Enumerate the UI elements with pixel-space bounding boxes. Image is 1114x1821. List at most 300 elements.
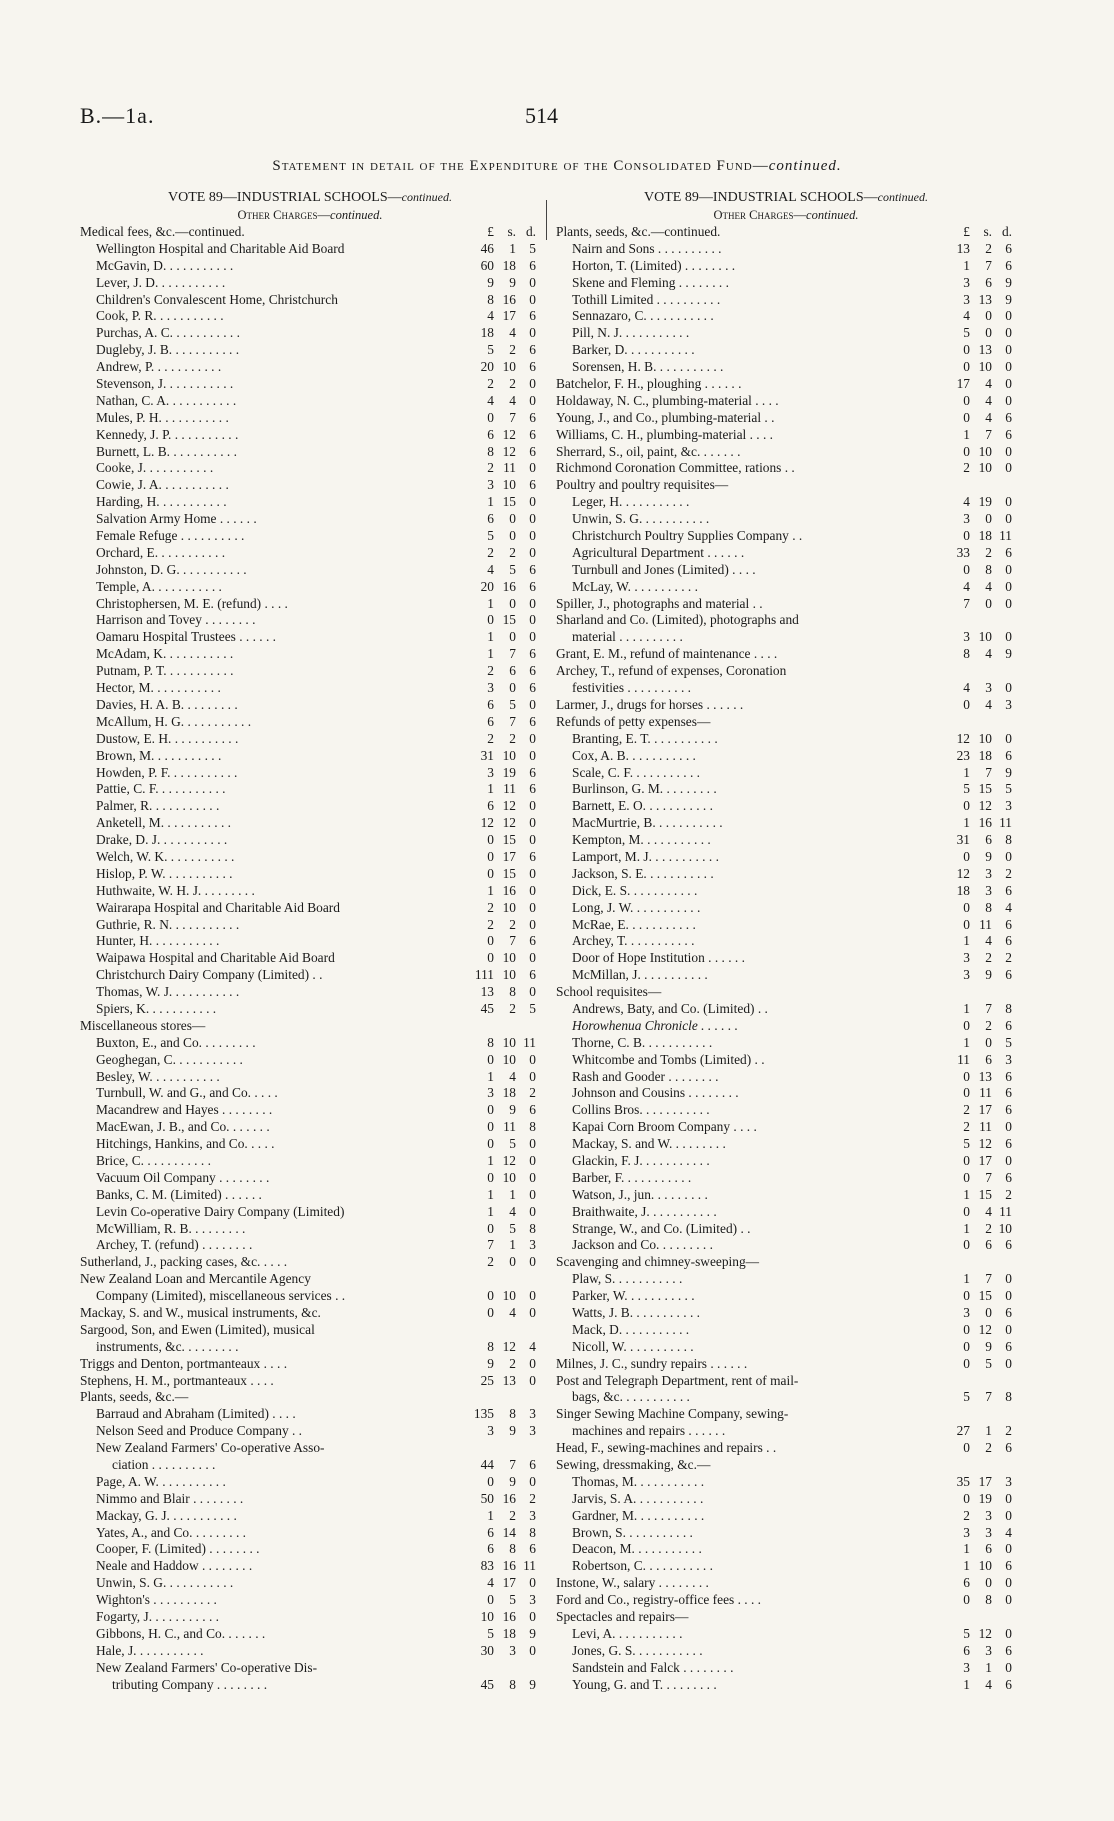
item-amount — [938, 1440, 1016, 1457]
item-label: Page, A. W. . . . . . . . . . . — [96, 1473, 226, 1489]
amount-shillings: 0 — [985, 1305, 992, 1320]
amount-shillings: 15 — [502, 612, 516, 628]
item-amount — [462, 241, 540, 258]
amount-shillings: 16 — [502, 1609, 516, 1625]
item-amount — [938, 1660, 1016, 1677]
item-amount — [462, 1187, 540, 1204]
amount-shillings: 3 — [985, 882, 992, 898]
list-item — [80, 1136, 540, 1153]
amount-shillings: 0 — [509, 1254, 516, 1270]
item-label: McRae, E. . . . . . . . . . . — [572, 916, 696, 932]
list-item — [556, 1052, 1016, 1069]
amount-pence: 0 — [1005, 1152, 1012, 1168]
list-item — [80, 376, 540, 393]
item-label: Howden, P. F. . . . . . . . . . . — [96, 764, 238, 780]
amount-shillings: 4 — [985, 392, 992, 408]
item-label: Drake, D. J. . . . . . . . . . . — [96, 832, 228, 848]
list-item — [556, 1035, 1016, 1052]
amount-pence: 8 — [1005, 1389, 1012, 1405]
amount-pence: 6 — [529, 308, 536, 324]
item-label: McMillan, J. . . . . . . . . . . — [572, 967, 708, 983]
amount-shillings: 2 — [985, 1440, 992, 1456]
amount-shillings: 1 — [509, 1186, 516, 1202]
amount-shillings: 12 — [978, 798, 992, 814]
amount-shillings: 2 — [509, 342, 516, 358]
amount-pence: 0 — [1005, 1490, 1012, 1506]
amount-pounds: 0 — [487, 848, 494, 864]
amount-pounds: 5 — [963, 781, 970, 797]
amount-pence: 6 — [529, 409, 536, 425]
list-item — [80, 1085, 540, 1102]
list-item — [556, 1457, 1016, 1474]
item-label: machines and repairs . . . . . . — [572, 1423, 726, 1439]
item-label: Robertson, C. . . . . . . . . . . — [572, 1558, 713, 1574]
list-item — [556, 950, 1016, 967]
item-label: Guthrie, R. N. . . . . . . . . . . — [96, 916, 240, 932]
amount-shillings: 4 — [509, 392, 516, 408]
item-amount — [938, 1677, 1016, 1694]
list-item — [80, 477, 540, 494]
item-label: School requisites— — [556, 984, 662, 1000]
list-item — [556, 275, 1016, 292]
item-amount — [462, 1558, 540, 1575]
list-item — [556, 1491, 1016, 1508]
amount-pounds: 1 — [487, 1507, 494, 1523]
item-label: Buxton, E., and Co. . . . . . . . . — [96, 1034, 256, 1050]
list-item — [80, 1423, 540, 1440]
amount-pence: 6 — [529, 713, 536, 729]
item-label: Wairarapa Hospital and Charitable Aid Board — [96, 899, 340, 915]
amount-pence: 0 — [1005, 1119, 1012, 1135]
list-item — [80, 545, 540, 562]
item-amount — [462, 612, 540, 629]
list-item — [80, 393, 540, 410]
item-label: Turnbull and Jones (Limited) . . . . — [572, 561, 756, 577]
item-amount — [462, 528, 540, 545]
item-amount — [938, 1018, 1016, 1035]
amount-shillings: 17 — [978, 1473, 992, 1489]
amount-pounds: 60 — [480, 257, 494, 273]
amount-shillings: 10 — [978, 359, 992, 375]
amount-shillings: 8 — [509, 1406, 516, 1422]
amount-pence: 9 — [1005, 291, 1012, 307]
amount-shillings: 8 — [985, 1592, 992, 1608]
item-label: Turnbull, W. and G., and Co. . . . . — [96, 1085, 278, 1101]
amount-pence: 0 — [529, 815, 536, 831]
amount-pounds: 13 — [956, 240, 970, 256]
amount-pounds: 33 — [956, 544, 970, 560]
amount-shillings: 4 — [985, 1676, 992, 1692]
list-item — [556, 933, 1016, 950]
amount-pence — [992, 477, 1012, 494]
item-amount — [938, 1592, 1016, 1609]
list-item — [556, 1677, 1016, 1694]
amount-pounds: 5 — [963, 325, 970, 341]
item-amount — [938, 444, 1016, 461]
list-item — [80, 342, 540, 359]
item-amount — [938, 1153, 1016, 1170]
item-amount — [938, 798, 1016, 815]
item-amount — [462, 1153, 540, 1170]
item-label: Head, F., sewing-machines and repairs . . — [556, 1440, 777, 1456]
item-label: Ford and Co., registry-office fees . . . . — [556, 1592, 762, 1608]
amount-pence: 2 — [1005, 865, 1012, 881]
amount-pounds: 31 — [956, 832, 970, 848]
amount-pounds — [938, 1254, 970, 1271]
amount-pence: 6 — [529, 359, 536, 375]
column-divider — [546, 200, 547, 240]
list-item — [556, 1018, 1016, 1035]
amount-shillings: 1 — [985, 1423, 992, 1439]
item-amount — [462, 1119, 540, 1136]
list-item — [556, 765, 1016, 782]
amount-shillings: 7 — [509, 933, 516, 949]
amount-pounds: 0 — [487, 865, 494, 881]
item-amount — [462, 1677, 540, 1694]
item-label: Kapai Corn Broom Company . . . . — [572, 1119, 757, 1135]
right-column — [556, 188, 1016, 1693]
amount-shillings: 0 — [985, 595, 992, 611]
list-item — [80, 1221, 540, 1238]
amount-pence: 6 — [529, 1102, 536, 1118]
amount-pence: 0 — [529, 1254, 536, 1270]
list-item — [556, 1423, 1016, 1440]
item-amount — [462, 933, 540, 950]
item-amount — [938, 1237, 1016, 1254]
statement-title — [0, 158, 1114, 175]
item-label: Vacuum Oil Company . . . . . . . . — [96, 1169, 270, 1185]
list-item — [556, 1153, 1016, 1170]
amount-pounds: 6 — [487, 798, 494, 814]
item-label: Jackson and Co. . . . . . . . . — [572, 1237, 713, 1253]
amount-pence: 0 — [1005, 1575, 1012, 1591]
item-amount — [938, 359, 1016, 376]
item-label: Davies, H. A. B. . . . . . . . . — [96, 696, 238, 712]
list-item — [556, 224, 1016, 241]
amount-pounds: 12 — [480, 815, 494, 831]
list-item — [556, 1069, 1016, 1086]
amount-pounds: 0 — [963, 1288, 970, 1304]
item-label: Door of Hope Institution . . . . . . — [572, 950, 745, 966]
list-item — [80, 224, 540, 241]
list-item — [556, 1609, 1016, 1626]
amount-pence: 0 — [529, 899, 536, 915]
amount-pence: 5 — [1005, 1034, 1012, 1050]
amount-shillings: 10 — [502, 477, 516, 493]
item-label: McAdam, K. . . . . . . . . . . — [96, 646, 234, 662]
amount-shillings: 15 — [978, 781, 992, 797]
amount-shillings: 12 — [502, 815, 516, 831]
amount-shillings: 9 — [509, 1102, 516, 1118]
amount-pence: 0 — [529, 544, 536, 560]
item-label: Levi, A. . . . . . . . . . . — [572, 1625, 683, 1641]
amount-pounds: 0 — [963, 1490, 970, 1506]
amount-pence: 0 — [529, 1152, 536, 1168]
amount-pence: 0 — [529, 392, 536, 408]
amount-pence — [992, 612, 1012, 629]
item-label: Anketell, M. . . . . . . . . . . — [96, 815, 232, 831]
amount-pounds: 0 — [487, 1305, 494, 1320]
list-item — [556, 714, 1016, 731]
amount-shillings: 11 — [503, 781, 516, 797]
list-item — [80, 494, 540, 511]
item-label: MacMurtrie, B. . . . . . . . . . . — [572, 815, 723, 831]
item-amount — [938, 1508, 1016, 1525]
amount-pence: 6 — [529, 967, 536, 983]
amount-shillings: 10 — [502, 747, 516, 763]
list-item — [80, 1660, 540, 1677]
amount-pence: 6 — [1005, 257, 1012, 273]
item-amount — [938, 460, 1016, 477]
item-amount — [938, 917, 1016, 934]
item-amount — [462, 697, 540, 714]
amount-pence: 0 — [529, 1575, 536, 1591]
item-amount — [938, 1170, 1016, 1187]
item-label: Wighton's . . . . . . . . . . — [96, 1592, 217, 1608]
amount-shillings: 11 — [979, 1085, 992, 1101]
list-item — [556, 1356, 1016, 1373]
list-item — [556, 1271, 1016, 1288]
item-label: Brice, C. . . . . . . . . . . — [96, 1152, 211, 1168]
item-label: Burnett, L. B. . . . . . . . . . . — [96, 443, 237, 459]
item-label: Cooke, J. . . . . . . . . . . — [96, 460, 214, 476]
item-amount — [462, 1592, 540, 1609]
vote-continued: continued. — [401, 190, 452, 204]
item-amount — [938, 815, 1016, 832]
amount-shillings: 17 — [978, 1152, 992, 1168]
list-item — [556, 545, 1016, 562]
amount-pounds: 0 — [963, 1085, 970, 1101]
list-item — [80, 410, 540, 427]
amount-pence: 9 — [1005, 274, 1012, 290]
amount-shillings: 4 — [985, 696, 992, 712]
amount-shillings — [970, 1406, 992, 1423]
amount-pounds: 0 — [487, 1102, 494, 1118]
amount-shillings: 8 — [509, 1541, 516, 1557]
list-item — [556, 579, 1016, 596]
amount-pence: 0 — [529, 325, 536, 341]
item-amount — [462, 342, 540, 359]
list-item — [80, 325, 540, 342]
amount-shillings: 3 — [985, 1642, 992, 1658]
list-item — [80, 917, 540, 934]
amount-pounds: 11 — [957, 1051, 970, 1067]
list-item — [80, 765, 540, 782]
amount-shillings: 10 — [978, 460, 992, 476]
amount-shillings: 5 — [509, 1220, 516, 1236]
item-amount — [462, 1001, 540, 1018]
amount-pounds: 4 — [487, 561, 494, 577]
amount-pounds: 0 — [963, 1237, 970, 1253]
item-label: Sherrard, S., oil, paint, &c. . . . . . . — [556, 443, 741, 459]
amount-pounds: 6 — [487, 1541, 494, 1557]
amount-shillings: 11 — [503, 460, 516, 476]
item-amount — [462, 1440, 540, 1457]
expenditure-list — [80, 224, 540, 1693]
amount-pence: 6 — [529, 443, 536, 459]
list-item — [556, 1136, 1016, 1153]
item-label: Glackin, F. J. . . . . . . . . . . — [572, 1152, 710, 1168]
amount-pounds: 0 — [963, 409, 970, 425]
amount-shillings: 10 — [978, 730, 992, 746]
amount-shillings: 3 — [509, 1642, 516, 1658]
item-amount — [462, 1660, 540, 1677]
item-label: Hale, J. . . . . . . . . . . — [96, 1642, 204, 1658]
item-amount — [938, 579, 1016, 596]
amount-pence: 8 — [529, 1119, 536, 1135]
amount-pence: 11 — [999, 815, 1012, 831]
amount-shillings: 18 — [502, 1085, 516, 1101]
item-label: instruments, &c. . . . . . . . . — [96, 1338, 239, 1354]
amount-pounds: 0 — [487, 1220, 494, 1236]
amount-pounds: 6 — [963, 1575, 970, 1591]
amount-pounds: 18 — [956, 882, 970, 898]
amount-pounds: 0 — [487, 950, 494, 966]
amount-shillings: 8 — [985, 561, 992, 577]
amount-shillings: 16 — [502, 1490, 516, 1506]
amount-shillings: 9 — [509, 274, 516, 290]
item-label: Whitcombe and Tombs (Limited) . . — [572, 1051, 765, 1067]
item-label: Christchurch Dairy Company (Limited) . . — [96, 967, 323, 983]
amount-pounds: 0 — [487, 1473, 494, 1489]
list-item — [556, 494, 1016, 511]
item-label: Levin Co-operative Dairy Company (Limited) — [96, 1203, 345, 1219]
amount-pence: 6 — [529, 848, 536, 864]
item-label: Sargood, Son, and Ewen (Limited), musical — [80, 1321, 315, 1337]
item-amount — [938, 393, 1016, 410]
amount-pence: 3 — [1005, 696, 1012, 712]
item-amount — [938, 1643, 1016, 1660]
list-item — [80, 1069, 540, 1086]
amount-pence: 9 — [529, 1676, 536, 1692]
amount-pounds: 1 — [963, 1034, 970, 1050]
list-item — [80, 359, 540, 376]
item-label: Williams, C. H., plumbing-material . . . . — [556, 426, 774, 442]
amount-pounds: £ — [487, 224, 494, 239]
item-label: Hislop, P. W. . . . . . . . . . . — [96, 865, 233, 881]
item-amount — [462, 866, 540, 883]
amount-pence — [992, 984, 1012, 1001]
amount-pounds: 1 — [963, 426, 970, 442]
amount-pence: 6 — [1005, 1136, 1012, 1152]
amount-pence: 6 — [529, 578, 536, 594]
amount-pence — [992, 1406, 1012, 1423]
amount-pounds: 45 — [480, 1676, 494, 1692]
item-amount — [462, 1508, 540, 1525]
item-label: Poultry and poultry requisites— — [556, 477, 729, 493]
list-item — [556, 410, 1016, 427]
amount-shillings: 1 — [985, 1659, 992, 1675]
item-amount — [462, 1373, 540, 1390]
item-label: Rash and Gooder . . . . . . . . — [572, 1068, 719, 1084]
item-amount — [938, 748, 1016, 765]
item-label: Thomas, W. J. . . . . . . . . . . — [96, 984, 240, 1000]
item-label: Jones, G. S. . . . . . . . . . . — [572, 1642, 703, 1658]
list-item — [556, 1305, 1016, 1322]
amount-shillings — [970, 1609, 992, 1626]
item-label: Stevenson, J. . . . . . . . . . . — [96, 376, 234, 392]
item-label: Braithwaite, J. . . . . . . . . . . — [572, 1203, 717, 1219]
amount-pence: 6 — [529, 257, 536, 273]
amount-shillings: 6 — [985, 832, 992, 848]
amount-shillings — [970, 984, 992, 1001]
item-amount — [462, 1254, 540, 1271]
list-item — [80, 1558, 540, 1575]
amount-shillings: 12 — [502, 798, 516, 814]
amount-pence — [516, 1440, 536, 1457]
amount-pence: 6 — [529, 342, 536, 358]
amount-pence: 0 — [529, 595, 536, 611]
amount-pence: 6 — [529, 663, 536, 679]
amount-pounds: 135 — [473, 1406, 494, 1422]
list-item — [80, 866, 540, 883]
item-label: Young, G. and T. . . . . . . . . — [572, 1676, 717, 1692]
amount-pounds: 5 — [487, 528, 494, 544]
item-amount — [938, 1052, 1016, 1069]
amount-pence: 11 — [999, 1203, 1012, 1219]
amount-pence: 0 — [529, 1186, 536, 1202]
amount-shillings: 10 — [502, 950, 516, 966]
list-item — [556, 562, 1016, 579]
item-label: Spiers, K. . . . . . . . . . . — [96, 1000, 217, 1016]
amount-pence: 0 — [529, 1642, 536, 1658]
item-amount — [462, 596, 540, 613]
list-item — [556, 511, 1016, 528]
item-label: Cox, A. B. . . . . . . . . . . — [572, 747, 696, 763]
item-label: Dugleby, J. B. . . . . . . . . . . — [96, 342, 240, 358]
amount-pounds: 1 — [487, 882, 494, 898]
amount-pounds: 30 — [480, 1642, 494, 1658]
amount-pounds: 2 — [487, 899, 494, 915]
list-item — [80, 1356, 540, 1373]
section-subtitle — [556, 206, 1016, 224]
amount-shillings: 17 — [502, 848, 516, 864]
list-item — [556, 731, 1016, 748]
subtitle-continued: continued. — [806, 208, 859, 222]
amount-pence: 0 — [529, 1068, 536, 1084]
item-amount — [462, 477, 540, 494]
amount-pounds: 0 — [963, 528, 970, 544]
list-item — [556, 663, 1016, 680]
amount-shillings: 2 — [509, 916, 516, 932]
item-amount — [462, 714, 540, 731]
list-item — [556, 1085, 1016, 1102]
amount-pence: 6 — [1005, 1102, 1012, 1118]
amount-shillings: 0 — [985, 511, 992, 527]
amount-pence — [516, 1018, 536, 1035]
item-label: Sennazaro, C. . . . . . . . . . . — [572, 308, 714, 324]
amount-pounds: 4 — [963, 494, 970, 510]
amount-shillings: 1 — [509, 240, 516, 256]
item-label: ciation . . . . . . . . . . — [112, 1457, 216, 1473]
amount-shillings: 4 — [985, 578, 992, 594]
amount-pounds: 0 — [963, 392, 970, 408]
amount-shillings: 17 — [502, 1575, 516, 1591]
subtitle-continued: continued. — [330, 208, 383, 222]
amount-shillings: 13 — [502, 1372, 516, 1388]
amount-shillings: 3 — [985, 1524, 992, 1540]
item-label: Hitchings, Hankins, and Co. . . . . — [96, 1136, 275, 1152]
amount-pounds: 0 — [963, 359, 970, 375]
item-amount — [938, 292, 1016, 309]
list-item — [556, 1204, 1016, 1221]
item-label: Barraud and Abraham (Limited) . . . . — [96, 1406, 296, 1422]
list-item — [556, 308, 1016, 325]
item-amount — [938, 308, 1016, 325]
amount-pence: 8 — [529, 1524, 536, 1540]
amount-pounds: 1 — [487, 494, 494, 510]
amount-shillings: 4 — [985, 646, 992, 662]
